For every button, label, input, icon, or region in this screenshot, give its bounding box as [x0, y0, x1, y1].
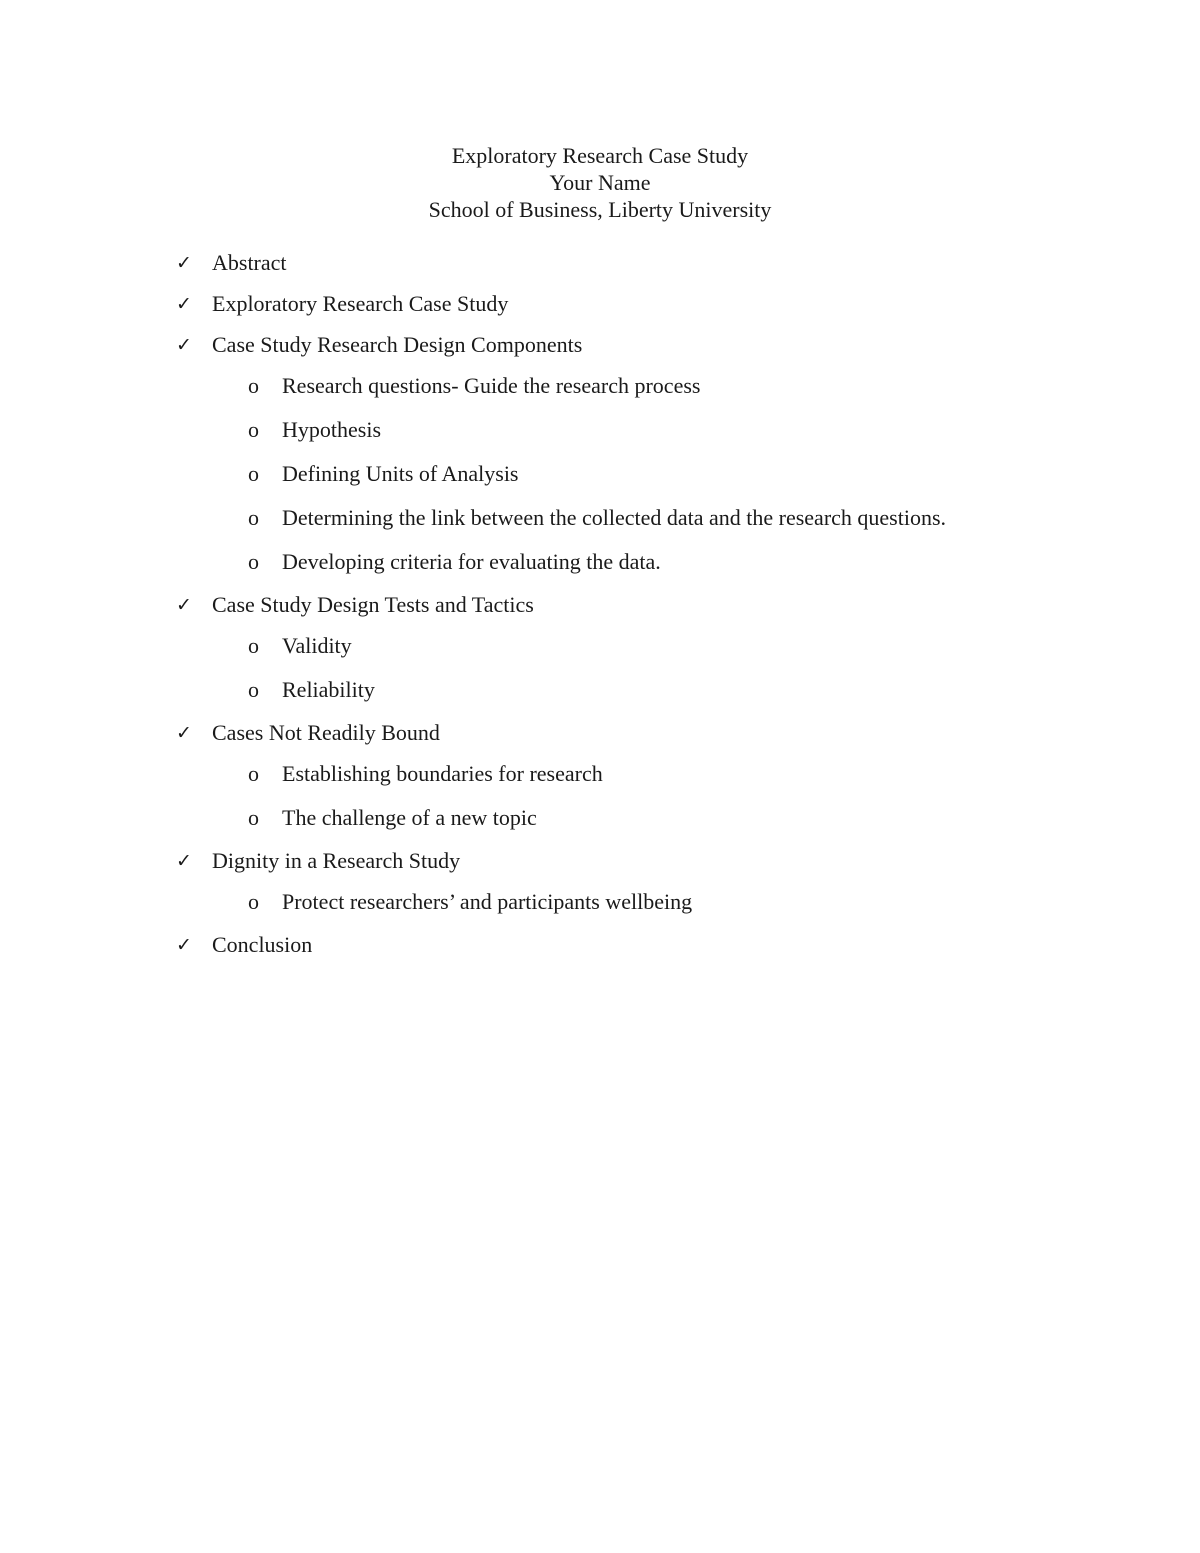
circle-bullet-icon: o — [248, 549, 259, 574]
outline-item — [176, 930, 1076, 971]
outline-item-label: Protect researchers’ and participants wellbeing — [282, 889, 693, 914]
outline-item-label: Exploratory Research Case Study — [212, 291, 509, 316]
checkmark-icon: ✓ — [176, 594, 192, 616]
outline-item-label: Cases Not Readily Bound — [212, 720, 440, 745]
outline-subitem — [176, 759, 1076, 803]
outline-item-label: The challenge of a new topic — [282, 805, 537, 830]
title-block — [0, 142, 1200, 223]
outline-subitem — [176, 887, 1076, 930]
circle-bullet-icon: o — [248, 505, 259, 530]
checkmark-icon: ✓ — [176, 722, 192, 744]
outline-item-label: Defining Units of Analysis — [282, 461, 519, 486]
outline-subitem — [176, 459, 1076, 503]
outline-subitem — [176, 803, 1076, 846]
outline-item — [176, 330, 1076, 371]
circle-bullet-icon: o — [248, 889, 259, 914]
checkmark-icon: ✓ — [176, 850, 192, 872]
outline-subitem — [176, 371, 1076, 415]
circle-bullet-icon: o — [248, 805, 259, 830]
outline-item-label: Determining the link between the collected data and the research questions. — [282, 505, 947, 530]
author-name: Your Name — [549, 170, 651, 195]
outline-item-label: Developing criteria for evaluating the data. — [282, 549, 661, 574]
circle-bullet-icon: o — [248, 373, 259, 398]
outline-item-label: Case Study Research Design Components — [212, 332, 583, 357]
outline-subitem — [176, 675, 1076, 718]
outline-subitem — [176, 631, 1076, 675]
outline-item-label: Hypothesis — [282, 417, 381, 442]
outline-subitem — [176, 503, 1076, 547]
outline-item-label: Reliability — [282, 677, 375, 702]
outline-subitem — [176, 547, 1076, 590]
outline-item-label: Validity — [282, 633, 352, 658]
outline-item — [176, 289, 1076, 330]
outline-item-label: Abstract — [212, 250, 287, 275]
checkmark-icon: ✓ — [176, 934, 192, 956]
outline-item — [176, 248, 1076, 289]
outline-item — [176, 590, 1076, 631]
outline-item — [176, 718, 1076, 759]
outline-item-label: Research questions- Guide the research process — [282, 373, 701, 398]
outline-item — [176, 846, 1076, 887]
circle-bullet-icon: o — [248, 417, 259, 442]
checkmark-icon: ✓ — [176, 252, 192, 274]
document-title: Exploratory Research Case Study — [451, 143, 749, 168]
circle-bullet-icon: o — [248, 633, 259, 658]
circle-bullet-icon: o — [248, 677, 259, 702]
checkmark-icon: ✓ — [176, 334, 192, 356]
circle-bullet-icon: o — [248, 461, 259, 486]
outline-item-label: Conclusion — [212, 932, 313, 957]
outline-item-label: Establishing boundaries for research — [282, 761, 603, 786]
outline-item-label: Dignity in a Research Study — [212, 848, 461, 873]
outline-list — [176, 248, 1076, 971]
affiliation: School of Business, Liberty University — [428, 197, 772, 222]
circle-bullet-icon: o — [248, 761, 259, 786]
outline-subitem — [176, 415, 1076, 459]
checkmark-icon: ✓ — [176, 293, 192, 315]
outline-item-label: Case Study Design Tests and Tactics — [212, 592, 534, 617]
